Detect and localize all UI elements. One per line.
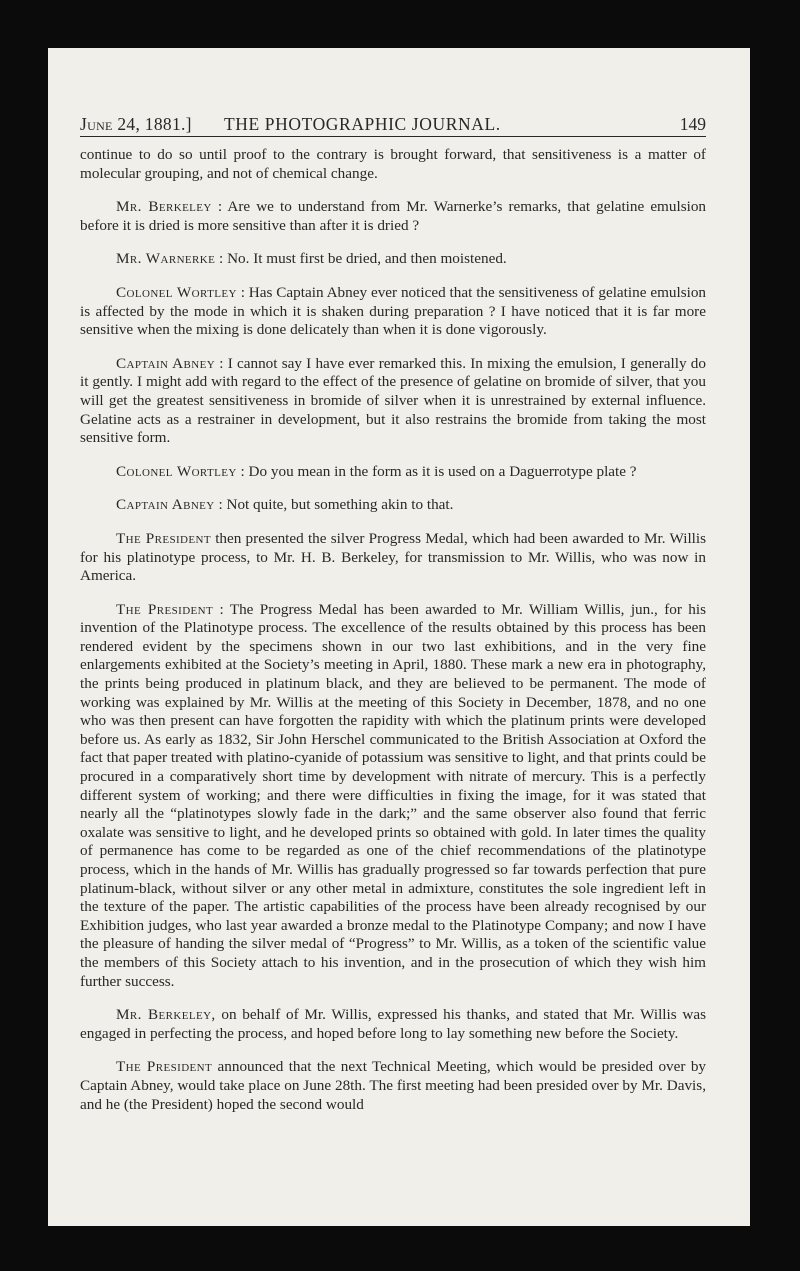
paragraph-text: on behalf of Mr. Willis, expressed his thanks, and stated that Mr. Willis was engaged in perfecting the process, and hoped before long to lay something new before the Society. <box>80 1006 707 1042</box>
speaker-name: Colonel Wortley <box>116 283 237 301</box>
paragraph <box>80 496 706 515</box>
paragraph-text: : Not quite, but something akin to that. <box>218 496 454 514</box>
paragraph <box>80 463 706 482</box>
paragraph <box>80 250 706 269</box>
paragraph-text: continue to do so until proof to the contrary is brought forward, that sensitiveness is a matter of molecular grouping, and not of chemical change. <box>80 146 706 182</box>
journal-page <box>48 48 750 1226</box>
paragraph <box>80 530 706 586</box>
paragraph-text: : Are we to understand from Mr. Warnerke’s remarks, that gelatine emulsion before it is dried is more sensitive than after it is dried ? <box>80 198 707 234</box>
journal-title: THE PHOTOGRAPHIC JOURNAL. <box>224 114 501 134</box>
paragraph <box>80 1006 706 1043</box>
issue-date: June 24, 1881.] <box>80 114 192 134</box>
speaker-name: The President <box>116 529 211 547</box>
speaker-name: Captain Abney <box>116 496 215 514</box>
paragraph <box>80 1058 706 1114</box>
speaker-name: Captain Abney <box>116 354 216 372</box>
speaker-name: The President <box>116 600 214 618</box>
page-number: 149 <box>679 114 706 134</box>
paragraph-text: : Has Captain Abney ever noticed that the sensitiveness of gelatine emulsion is affected by the mode in which it is shaken during preparation ? I have noticed that it is far more sensitive when the mixing is done delicately than when it is done vigorously. <box>80 283 707 339</box>
article-body <box>80 146 706 1129</box>
speaker-name: Mr. Warnerke <box>116 250 216 268</box>
speaker-name: Colonel Wortley <box>116 462 237 480</box>
paragraph <box>80 284 706 340</box>
speaker-name: Mr. Berkeley, <box>116 1006 216 1024</box>
paragraph-text: : No. It must first be dried, and then moistened. <box>219 250 507 268</box>
paragraph-text: then presented the silver Progress Medal, which had been awarded to Mr. Willis for his platinotype process, to Mr. H. B. Berkeley, for transmission to Mr. Willis, who was now in America. <box>80 529 707 585</box>
paragraph-text: : I cannot say I have ever remarked this. In mixing the emulsion, I generally do it gently. I might add with regard to the effect of the presence of gelatine on bromide of silver, that you will get the greatest sensitiveness in bromide of silver when it is unrestrained by external influence. Gelatine acts as a restrainer in development, but it also restrains the bromide from taking the most sensitive form. <box>80 354 706 447</box>
paragraph <box>80 355 706 448</box>
paragraph-text: announced that the next Technical Meeting, which would be presided over by Captain Abney, would take place on June 28th. The first meeting had been presided over by Mr. Davis, and he (the President) hoped the second would <box>80 1058 707 1113</box>
paragraph-text: : The Progress Medal has been awarded to Mr. William Willis, jun., for his invention of the Platinotype process. The excellence of the results obtained by this process has been rendered evident by the specimens shown in our two last exhibitions, and in the very fine enlargements exhibited at the Society’s meeting in April, 1880. These mark a new era in photography, the prints being produced in platinum black, and they are believed to be permanent. The mode of working was explained by Mr. Willis at the meeting of this Society in December, 1878, and no one who was then present can have forgotten the rapidity with which the platinum prints were developed before us. As early as 1832, Sir John Herschel communicated to the British Association at Oxford the fact that paper treated with platino-cyanide of potassium was sensitive to light, and that prints could be procured in a comparatively short time by development with nitrate of mercury. This is a perfectly different system of working; and there were difficulties in fixing the image, for it was stated that nearly all the “platinotypes slowly fade in the dark;” and the same observer also found that ferric oxalate was sensitive to light, and he developed prints so obtained with gold. In later times the quality of permanence has come to be regarded as one of the chief recommendations of the platinotype process, which in the hands of Mr. Willis has gradually progressed so far towards perfection that pure platinum-black, without silver or any other metal in admixture, constitutes the sole ingredient left in the texture of the paper. The artistic capabilities of the process have been already recognised by our Exhibition judges, who last year awarded a bronze medal to the Platinotype Company; and now I have the pleasure of handing the silver medal of “Progress” to Mr. Willis, as a token of the scientific value the members of this Society attach to his invention, and in the prosecution of which they wish him further success. <box>80 600 706 990</box>
paragraph <box>80 601 706 991</box>
speaker-name: The President <box>116 1058 213 1076</box>
paragraph <box>80 198 706 235</box>
paragraph <box>80 146 706 183</box>
paragraph-text: : Do you mean in the form as it is used on a Daguerrotype plate ? <box>240 462 637 480</box>
running-header <box>80 114 706 137</box>
speaker-name: Mr. Berkeley <box>116 198 212 216</box>
